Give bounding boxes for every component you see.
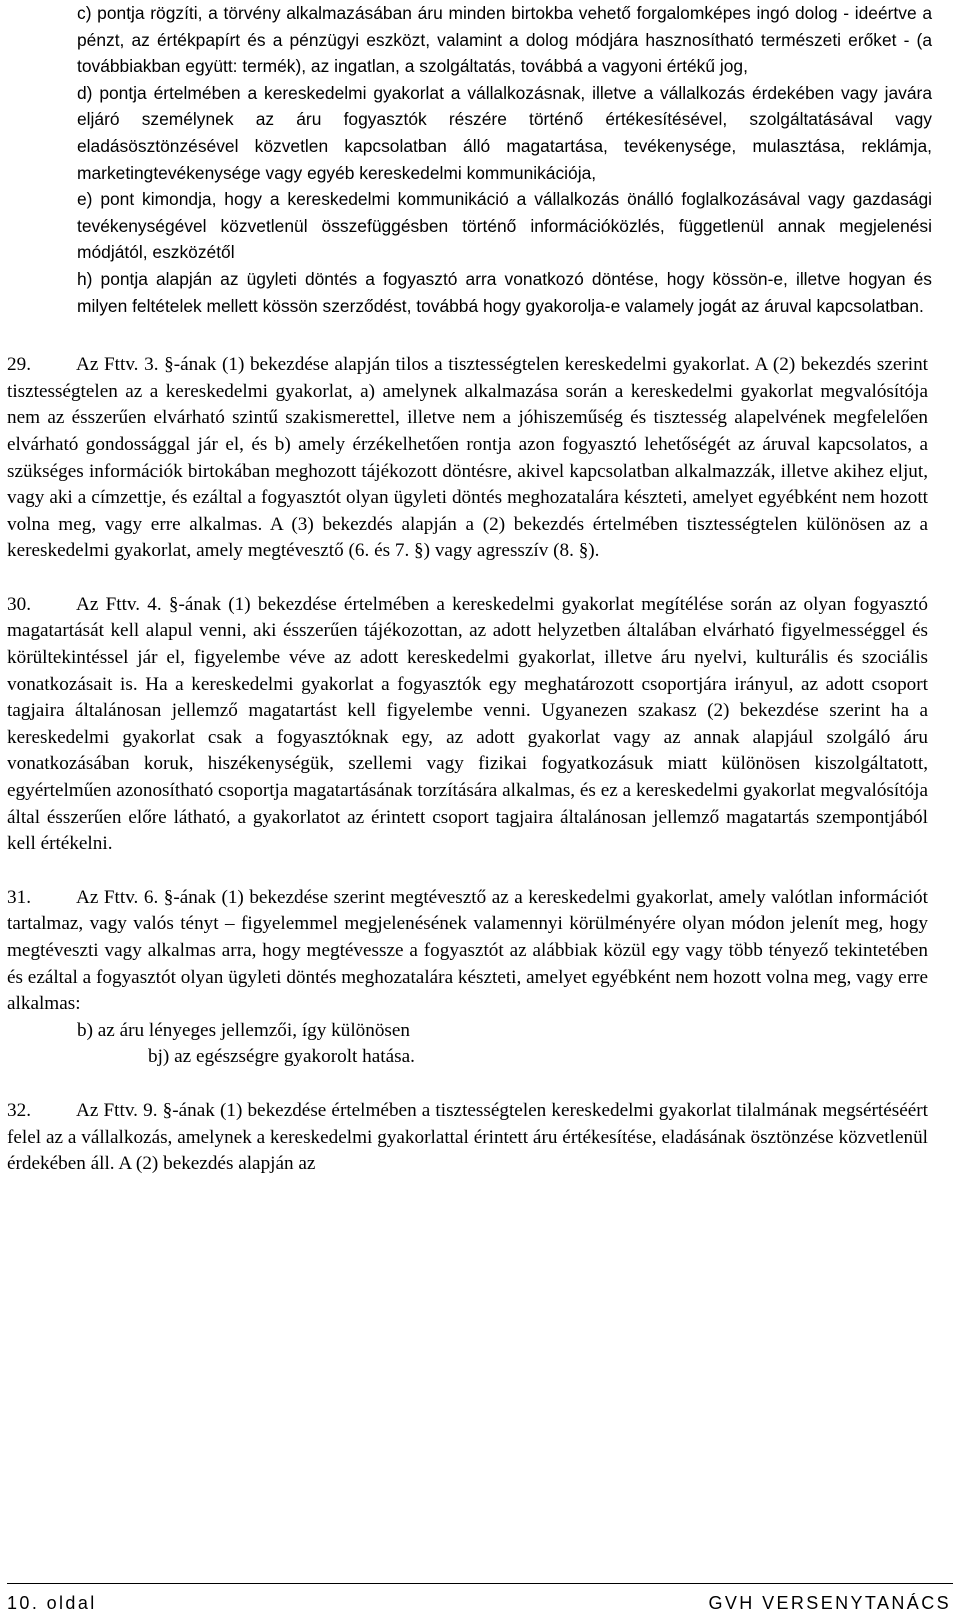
paragraph-30 <box>7 592 928 858</box>
list-item-c: c) pontja rögzíti, a törvény alkalmazásában áru minden birtokba vehető forgalomképes ingó dolog - ideértve a pénzt, az értékpapírt és a pénzügyi eszközt, valamint a dolog módjára hasznosítható természeti erőket - (a továbbiakban együtt: termék), az ingatlan, a szolgáltatás, továbbá a vagyoni értékű jog, <box>77 3 932 77</box>
page-number: 10. oldal <box>7 1593 97 1613</box>
page-footer <box>0 1583 960 1613</box>
paragraph-text: Az Fttv. 6. §-ának (1) bekezdése szerint megtévesztő az a kereskedelmi gyakorlat, amely valótlan információt tartalmaz, vagy valós tényt – figyelemmel megjelenésének valamennyi körülményére olyan módon jelenít meg, hogy megtéveszti vagy alkalmas arra, hogy megtévessze a fogyasztót az alábbiak közül egy vagy több tényező tekintetében és ezáltal a fogyasztót olyan ügyleti döntés meghozatalára készteti, amelyet egyébként nem hozott volna meg, vagy erre alkalmas: <box>7 886 928 1015</box>
paragraph-number: 31. <box>7 886 31 908</box>
paragraph-number: 29. <box>7 354 31 376</box>
list-item-h: h) pontja alapján az ügyleti döntés a fogyasztó arra vonatkozó döntése, hogy kössön-e, illetve hogyan és milyen feltételek mellett kössön szerződést, továbbá hogy gyakorolja-e valamely jogát az áruval kapcsolatban. <box>77 268 932 316</box>
sub-item-b: b) az áru lényeges jellemzői, így különösen <box>77 1019 411 1041</box>
paragraph-text: Az Fttv. 3. §-ának (1) bekezdése alapján tilos a tisztességtelen kereskedelmi gyakorlat. A (2) bekezdés szerint tisztességtelen az a kereskedelmi gyakorlat, a) amelynek alkalmazása során a kereskedelmi gyakorlat megvalósítója nem az ésszerűen elvárható szintű szakismerettel, illetve nem a jóhiszeműség és tisztesség alapelvének megfelelően elvárható gondossággal jár el, és b) amely érzékelhetően rontja azon fogyasztó lehetőségét az áruval kapcsolatos, a szükséges információk birtokában meghozott tájékozott döntésre, akivel kapcsolatban alkalmazzák, illetve akihez eljut, vagy aki a címzettje, és ezáltal a fogyasztót olyan ügyleti döntés meghozatalára készteti, amelyet egyébként nem hozott volna meg, vagy erre alkalmas. A (3) bekezdés alapján a (2) bekezdés értelmében tisztességtelen különösen az a kereskedelmi gyakorlat, amely megtévesztő (6. és 7. §) vagy agresszív (8. §). <box>7 354 928 562</box>
paragraph-number: 32. <box>7 1099 31 1121</box>
paragraph-text: Az Fttv. 9. §-ának (1) bekezdése értelmében a tisztességtelen kereskedelmi gyakorlat tilalmának megsértéséért felel az a vállalkozás, amelynek a kereskedelmi gyakorlattal érintett áru értékesítése, eladásának ösztönzése közvetlenül érdekében áll. A (2) bekezdés alapján az <box>7 1099 928 1175</box>
organization-name: GVH VERSENYTANÁCS <box>708 1593 951 1613</box>
document-page <box>7 0 932 1178</box>
paragraph-31 <box>7 885 928 1018</box>
paragraph-text: Az Fttv. 4. §-ának (1) bekezdése értelmében a kereskedelmi gyakorlat megítélése során az olyan fogyasztó magatartását kell alapul venni, aki ésszerűen tájékozottan, az adott helyzetben általában elvárható figyelmességgel és körültekintéssel jár el, figyelembe véve az adott kereskedelmi gyakorlat, illetve áru nyelvi, kulturális és szociális vonatkozásait is. Ha a kereskedelmi gyakorlat a fogyasztók egy meghatározott csoportjára irányul, az adott csoport tagjaira általánosan jellemző magatartást kell figyelembe venni. Ugyanezen szakasz (2) bekezdése szerint ha a kereskedelmi gyakorlat csak a fogyasztóknak egy, az adott gyakorlat vagy az annak alapjául szolgáló áru vonatkozásában koruk, hiszékenységük, szellemi vagy fizikai fogyatkozásuk miatt különösen kiszolgáltatott, egyértelműen azonosítható csoportja magatartásának torzítására alkalmas, és ez a kereskedelmi gyakorlat megvalósítója által ésszerűen előre látható, a gyakorlatot az érintett csoport tagjaira általánosan jellemző magatartás szempontjából kell értékelni. <box>7 593 928 855</box>
list-item-e: e) pont kimondja, hogy a kereskedelmi kommunikáció a vállalkozás önálló foglalkozásával vagy gazdasági tevékenységével közvetlenül összefüggésben történő információközlés, függetlenül annak megjelenési módjától, eszközétől <box>77 189 932 263</box>
paragraph-29 <box>7 352 928 565</box>
footer-divider <box>7 1583 953 1584</box>
definition-list <box>77 0 932 319</box>
paragraph-32 <box>7 1098 928 1178</box>
sub-item-bj: bj) az egészségre gyakorolt hatása. <box>148 1046 415 1068</box>
paragraph-number: 30. <box>7 593 31 615</box>
list-item-d: d) pontja értelmében a kereskedelmi gyakorlat a vállalkozásnak, illetve a vállalkozás érdekében vagy javára eljáró személynek az áru fogyasztók részére történő értékesítésével, szolgáltatásával vagy eladásösztönzésével közvetlen kapcsolatban álló magatartása, tevékenysége, mulasztása, reklámja, marketingtevékenysége vagy egyéb kereskedelmi kommunikációja, <box>77 82 932 183</box>
